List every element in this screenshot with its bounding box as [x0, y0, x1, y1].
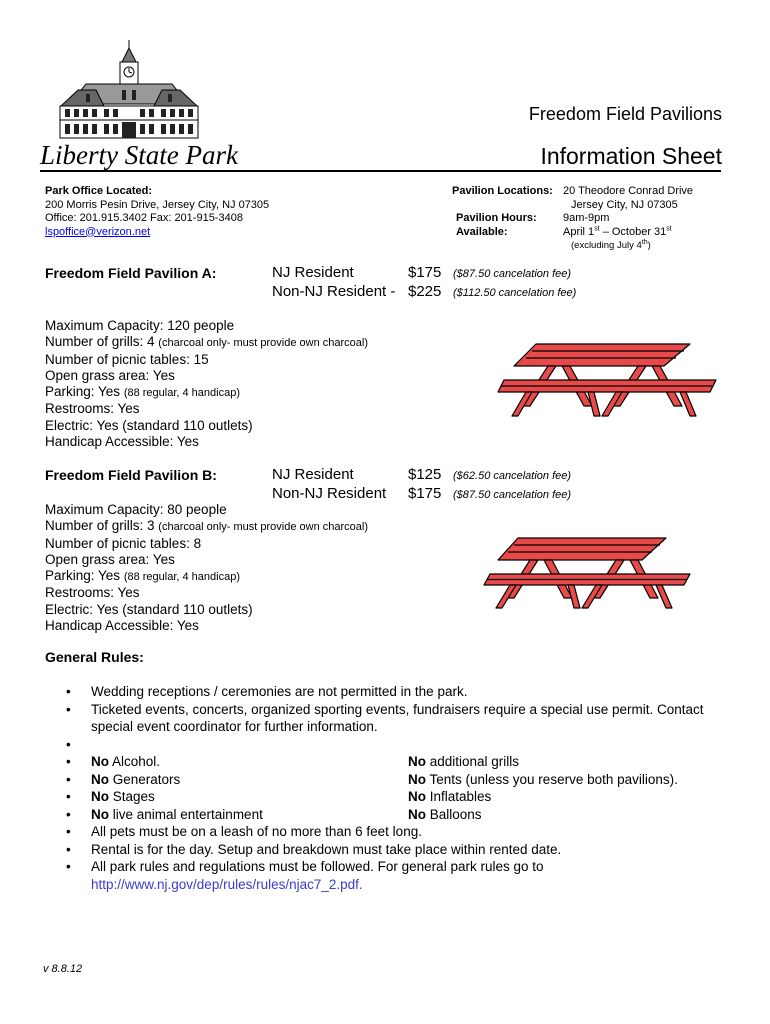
pavilion-b-electric: Electric: Yes (standard 110 outlets) — [45, 601, 253, 617]
pavilion-b-nonresident-fee: ($87.50 cancelation fee) — [453, 489, 572, 501]
list-item: • No Alcohol. No additional grills — [66, 754, 520, 769]
rules-list — [66, 683, 726, 893]
picnic-table-icon — [482, 530, 694, 614]
park-name: Liberty State Park — [40, 140, 238, 170]
available-value: April 1st – October 31st — [563, 224, 672, 238]
version-label: v 8.8.12 — [43, 963, 83, 975]
locations-label: Pavilion Locations: — [452, 185, 553, 197]
pavilion-a-capacity: Maximum Capacity: 120 people — [45, 318, 235, 333]
office-phones: Office: 201.915.3402 Fax: 201-915-3408 — [45, 212, 243, 224]
pavilion-a-title: Freedom Field Pavilion A: — [45, 265, 217, 281]
pavilion-b-parking: Parking: Yes (88 regular, 4 handicap) — [45, 568, 240, 584]
available-label: Available: — [456, 225, 508, 238]
pavilion-b-resident-price: $125 — [408, 466, 442, 483]
list-item: • Wedding receptions / ceremonies are not permitted in the park. — [66, 684, 468, 699]
office-address: 200 Morris Pesin Drive, Jersey City, NJ 07305 — [45, 198, 270, 211]
pavilion-a-resident-label: NJ Resident — [272, 264, 354, 281]
document-title: Freedom Field Pavilions — [528, 104, 722, 124]
pavilion-a-handicap: Handicap Accessible: Yes — [45, 434, 199, 450]
list-item: • All park rules and regulations must be followed. For general park rules go to http://www.nj.gov/dep/rules/rules/njac7_2.pdf. — [66, 859, 544, 892]
pavilion-b-nonresident-price: $175 — [408, 485, 442, 502]
pavilion-a-electric: Electric: Yes (standard 110 outlets) — [45, 417, 253, 433]
list-item: • No Generators No Tents (unless you reserve both pavilions). — [66, 771, 678, 787]
locations-line2: Jersey City, NJ 07305 — [571, 198, 678, 211]
pavilion-a-nonresident-price: $225 — [408, 283, 442, 300]
hours-value: 9am-9pm — [563, 212, 610, 224]
rules-url-link[interactable]: http://www.nj.gov/dep/rules/rules/njac7_2.pdf. — [91, 876, 363, 892]
pavilion-a-details — [45, 318, 368, 450]
pavilion-b-details — [45, 502, 368, 634]
pavilion-a-parking: Parking: Yes (88 regular, 4 handicap) — [45, 384, 240, 400]
pavilion-a-nonresident-label: Non-NJ Resident - — [272, 283, 396, 300]
list-item: • No Stages No Inflatables — [66, 789, 492, 804]
office-block — [45, 185, 269, 239]
available-exclusion: (excluding July 4th) — [571, 238, 651, 251]
pavilion-a-nonresident-fee: ($112.50 cancelation fee) — [453, 287, 577, 299]
pavilion-b-handicap: Handicap Accessible: Yes — [45, 618, 199, 634]
header-divider — [40, 170, 721, 172]
office-heading: Park Office Located: — [45, 185, 152, 197]
pavilion-b-capacity: Maximum Capacity: 80 people — [45, 502, 227, 517]
pavilion-a-grills: Number of grills: 4 (charcoal only- must provide own charcoal) — [45, 334, 368, 350]
pavilion-b-restrooms: Restrooms: Yes — [45, 585, 140, 601]
pavilion-a-grass: Open grass area: Yes — [45, 367, 175, 383]
list-item: • No live animal entertainment No Balloons — [66, 806, 482, 822]
list-item: • Rental is for the day. Setup and breakdown must take place within rented date. — [66, 841, 562, 857]
list-item: • Ticketed events, concerts, organized sporting events, fundraisers require a special use permit. Contact special event coordinator for further information. — [66, 701, 704, 734]
pavilion-b-title: Freedom Field Pavilion B: — [45, 467, 217, 483]
pavilion-b-resident-label: NJ Resident — [272, 466, 354, 483]
locations-line1: 20 Theodore Conrad Drive — [563, 185, 694, 197]
pavilion-a-restrooms: Restrooms: Yes — [45, 401, 140, 417]
hours-label: Pavilion Hours: — [456, 212, 537, 224]
pavilion-a-resident-price: $175 — [408, 264, 442, 281]
document-subtitle: Information Sheet — [540, 143, 722, 169]
pavilion-b-grills: Number of grills: 3 (charcoal only- must provide own charcoal) — [45, 518, 368, 534]
pavilion-a-resident-fee: ($87.50 cancelation fee) — [453, 268, 572, 280]
list-item: • All pets must be on a leash of no more than 6 feet long. — [66, 824, 422, 839]
pavilion-b-tables: Number of picnic tables: 8 — [45, 535, 202, 551]
picnic-table-icon — [496, 336, 720, 422]
pavilion-b-resident-fee: ($62.50 cancelation fee) — [453, 470, 572, 482]
general-rules-heading: General Rules: — [45, 649, 144, 665]
pavilion-a-tables: Number of picnic tables: 15 — [45, 351, 209, 367]
pavilion-b-grass: Open grass area: Yes — [45, 551, 175, 567]
clock-tower-building-icon — [56, 38, 202, 142]
pavilion-b-nonresident-label: Non-NJ Resident — [272, 485, 387, 502]
office-email-link[interactable]: lspoffice@verizon.net — [45, 225, 151, 238]
list-item: • — [66, 736, 71, 752]
